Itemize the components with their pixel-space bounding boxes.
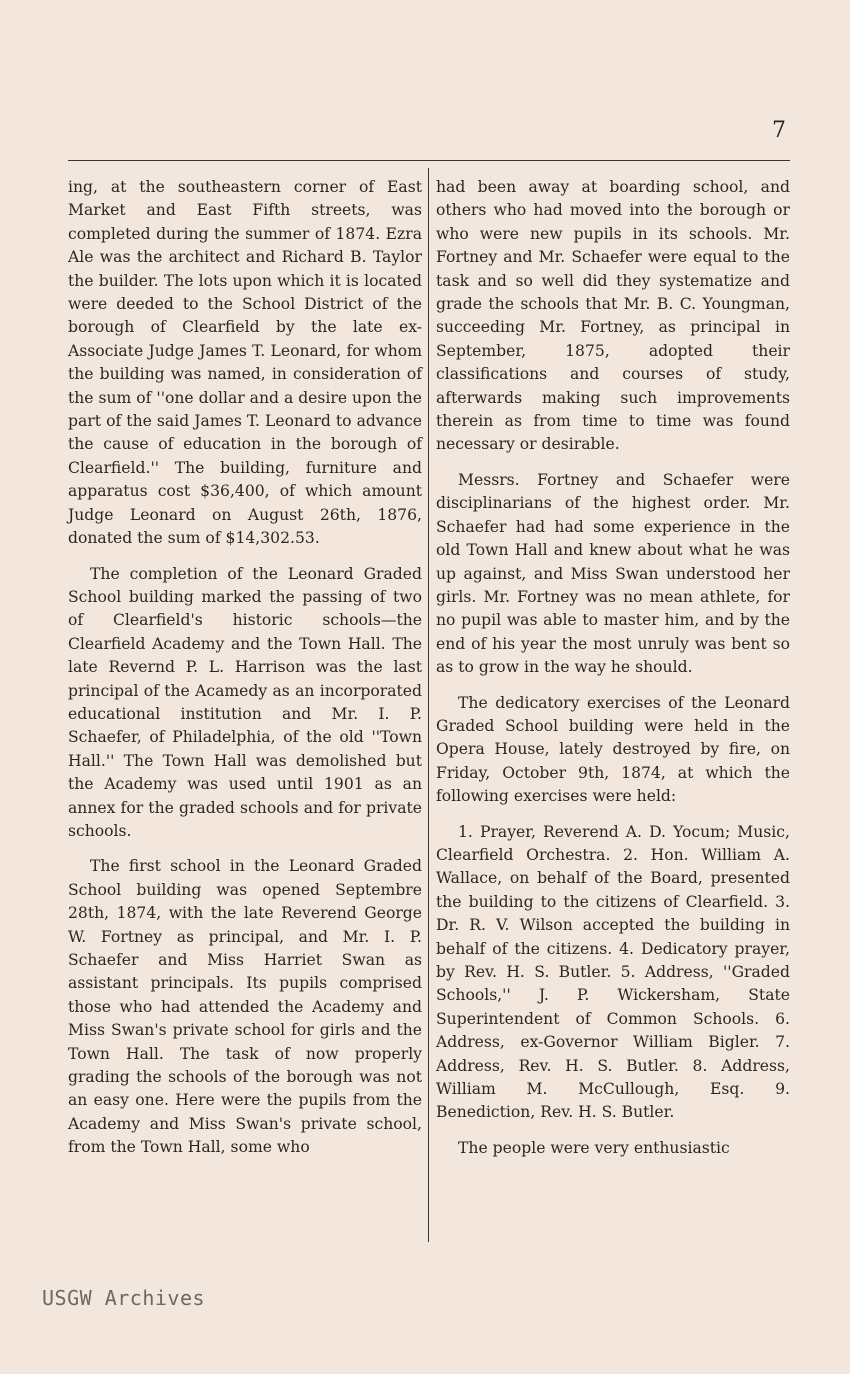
- left-column: [68, 176, 422, 1172]
- paragraph: The completion of the Leonard Graded School building marked the passing of two of Clearfield's historic schools—the Clearfield Academy and the Town Hall. The late Revernd P. L. Harrison was the last principal of the Acamedy as an incorporated educational institution and Mr. I. P. Schaefer, of Philadelphia, of the old ''Town Hall.'' The Town Hall was demolished but the Academy was used until 1901 as an annex for the graded schools and for private schools.: [68, 564, 422, 840]
- paragraph: The dedicatory exercises of the Leonard Graded School building were held in the Opera House, lately destroyed by fire, on Friday, October 9th, 1874, at which the following exercises were held:: [436, 693, 790, 806]
- paragraph: The people were very enthusiastic: [458, 1138, 730, 1157]
- paragraph: Messrs. Fortney and Schaefer were disciplinarians of the highest order. Mr. Schaefer had had some experience in the old Town Hall and knew about what he was up against, and Miss Swan understood her girls. Mr. Fortney was no mean athlete, for no pupil was able to master him, and by the end of his year the most unruly was bent so as to grow in the way he should.: [436, 470, 790, 677]
- paragraph: had been away at boarding school, and others who had moved into the borough or who were new pupils in its schools. Mr. Fortney and Mr. Schaefer were equal to the task and so well did they systematize and grade the schools that Mr. B. C. Youngman, succeeding Mr. Fortney, as principal in September, 1875, adopted their classifications and courses of study, afterwards making such improvements therein as from time to time was found necessary or desirable.: [436, 178, 790, 454]
- paragraph: The first school in the Leonard Graded School building was opened Septembre 28th, 1874, with the late Reverend George W. Fortney as principal, and Mr. I. P. Schaefer and Miss Harriet Swan as assistant principals. Its pupils comprised those who had attended the Academy and Miss Swan's private school for girls and the Town Hall. The task of now properly grading the schools of the borough was not an easy one. Here were the pupils from the Academy and Miss Swan's private school, from the Town Hall, some who: [68, 857, 422, 1157]
- paragraph: ing, at the southeastern corner of East Market and East Fifth streets, was completed during the summer of 1874. Ezra Ale was the architect and Richard B. Taylor the builder. The lots upon which it is located were deeded to the School District of the borough of Clearfield by the late ex-Associate Judge James T. Leonard, for whom the building was named, in consideration of the sum of ''one dollar and a desire upon the part of the said James T. Leonard to advance the cause of education in the borough of Clearfield.'' The building, furniture and apparatus cost $36,400, of which amount Judge Leonard on August 26th, 1876, donated the sum of $14,302.53.: [68, 178, 422, 548]
- top-rule: [68, 160, 790, 161]
- page-number: 7: [772, 118, 786, 143]
- right-column: [436, 176, 790, 1172]
- column-divider: [428, 168, 429, 1242]
- paragraph: 1. Prayer, Reverend A. D. Yocum; Music, Clearfield Orchestra. 2. Hon. William A. Wallace, on behalf of the Board, presented the building to the citizens of Clearfield. 3. Dr. R. V. Wilson accepted the building in behalf of the citizens. 4. Dedicatory prayer, by Rev. H. S. Butler. 5. Address, ''Graded Schools,'' J. P. Wickersham, State Superintendent of Common Schools. 6. Address, ex-Governor William Bigler. 7. Address, Rev. H. S. Butler. 8. Address, William M. McCullough, Esq. 9. Benediction, Rev. H. S. Butler.: [436, 822, 790, 1122]
- archive-watermark: USGW Archives: [42, 1286, 206, 1310]
